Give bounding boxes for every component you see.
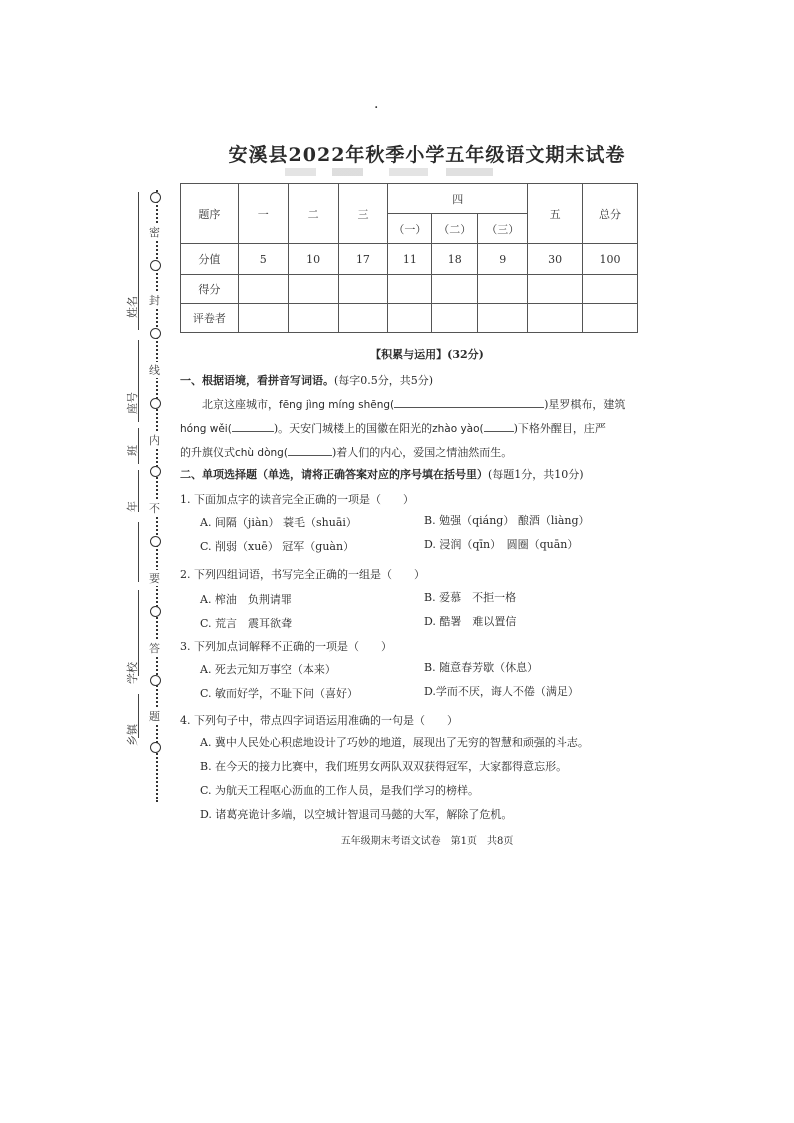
binding-hole — [150, 536, 161, 547]
grade-line-2 — [138, 522, 139, 582]
header-cell: 一 — [238, 184, 288, 244]
school-label: 学校 — [126, 662, 139, 684]
option-c[interactable]: C. 敏而好学，不耻下问（喜好） — [200, 687, 359, 700]
blurred-subtitle — [285, 168, 545, 176]
option-c[interactable]: C. 为航天工程呕心沥血的工作人员，是我们学习的榜样。 — [200, 784, 480, 797]
grader-input-cell[interactable] — [432, 304, 478, 333]
pinyin: zhào yào( — [432, 423, 484, 435]
pinyin: fēng jìng míng shēng( — [279, 399, 395, 411]
header-cell: 题序 — [181, 184, 239, 244]
grader-input-cell[interactable] — [528, 304, 583, 333]
header-cell: 总分 — [583, 184, 638, 244]
score-input-cell[interactable] — [583, 275, 638, 304]
table-cell: 17 — [338, 244, 388, 275]
score-input-cell[interactable] — [528, 275, 583, 304]
subheader-cell: （二） — [432, 214, 478, 244]
seal-char: 封 — [149, 294, 160, 307]
q1-heading — [180, 372, 433, 388]
option-b[interactable]: B. 勉强（qiáng） 酿酒（liàng） — [424, 514, 590, 527]
binding-hole — [150, 398, 161, 409]
row-label: 分值 — [181, 244, 239, 275]
table-cell: 30 — [528, 244, 583, 275]
seal-char: 密 — [149, 226, 160, 239]
grader-input-cell[interactable] — [478, 304, 528, 333]
option-a[interactable]: A. 间隔（jiàn） 蓑毛（shuāi） — [200, 516, 357, 529]
q1-text: )着人们的内心，爱国之情油然而生。 — [331, 446, 513, 459]
answer-blank[interactable] — [394, 407, 544, 408]
q1-text: )下格外醒目，庄严 — [513, 422, 606, 435]
option-c[interactable]: C. 荒言 震耳欲聋 — [200, 617, 293, 630]
binding-hole — [150, 675, 161, 686]
page-title: 安溪县2022年秋季小学五年级语文期末试卷 — [228, 144, 626, 166]
binding-hole — [150, 260, 161, 271]
option-b[interactable]: B. 随意春芳歇（休息） — [424, 661, 539, 674]
town-label: 乡镇 — [126, 724, 139, 746]
question-stem: 2. 下列四组词语，书写完全正确的一组是（ ） — [180, 568, 425, 581]
q1-text: 的升旗仪式 — [180, 446, 235, 459]
row-label: 得分 — [181, 275, 239, 304]
seal-char: 线 — [149, 364, 160, 377]
option-d[interactable]: D. 浸润（qīn） 圆圈（quān） — [424, 538, 579, 551]
answer-blank[interactable] — [232, 431, 274, 432]
subheader-cell: （三） — [478, 214, 528, 244]
q2-heading — [180, 466, 584, 482]
grader-input-cell[interactable] — [288, 304, 338, 333]
option-d[interactable]: D. 诸葛亮诡计多端，以空城计智退司马懿的大军，解除了危机。 — [200, 808, 513, 821]
option-d[interactable]: D. 酷署 难以置信 — [424, 615, 517, 628]
q1-line-2 — [180, 420, 606, 436]
header-cell: 三 — [338, 184, 388, 244]
table-row — [181, 275, 638, 304]
seal-char: 要 — [149, 572, 160, 585]
header-cell: 二 — [288, 184, 338, 244]
q1-line-3 — [180, 444, 512, 460]
table-cell: 5 — [238, 244, 288, 275]
binding-hole — [150, 466, 161, 477]
q1-note: (每字0.5分，共5分) — [334, 374, 434, 387]
seal-char: 题 — [149, 710, 160, 723]
grade-label: 年 — [126, 501, 139, 512]
q2-heading-text: 二、单项选择题（单选，请将正确答案对应的序号填在括号里） — [180, 468, 488, 481]
option-b[interactable]: B. 在今天的接力比赛中，我们班男女两队双双获得冠军，大家都得意忘形。 — [200, 760, 568, 773]
grader-input-cell[interactable] — [388, 304, 432, 333]
pinyin: hóng wěi( — [180, 423, 232, 435]
table-cell: 10 — [288, 244, 338, 275]
q2-note: (每题1分，共10分) — [488, 468, 584, 481]
score-input-cell[interactable] — [288, 275, 338, 304]
question-stem: 4. 下列句子中，带点四字词语运用准确的一句是（ ） — [180, 714, 458, 727]
option-c[interactable]: C. 削弱（xuē） 冠军（guàn） — [200, 540, 355, 553]
score-input-cell[interactable] — [338, 275, 388, 304]
page-footer: 五年级期末考语文试卷 第1页 共8页 — [340, 836, 514, 847]
table-row — [181, 244, 638, 275]
q1-text: )。天安门城楼上的国徽在阳光的 — [273, 422, 433, 435]
seat-label: 座号 — [126, 392, 139, 414]
binding-hole — [150, 192, 161, 203]
table-cell: 18 — [432, 244, 478, 275]
pinyin: chù dòng( — [235, 447, 288, 459]
q1-text: )星罗棋布，建筑 — [544, 398, 626, 411]
q1-text: 北京这座城市， — [202, 398, 279, 411]
table-cell: 11 — [388, 244, 432, 275]
binding-hole — [150, 606, 161, 617]
option-d[interactable]: D.学而不厌，诲人不倦（满足） — [424, 685, 579, 698]
question-stem: 1. 下面加点字的读音完全正确的一项是（ ） — [180, 493, 414, 506]
option-a[interactable]: A. 榨油 负荆请罪 — [200, 593, 292, 606]
seal-char: 答 — [149, 642, 160, 655]
score-input-cell[interactable] — [238, 275, 288, 304]
answer-blank[interactable] — [484, 431, 514, 432]
subheader-cell: （一） — [388, 214, 432, 244]
option-b[interactable]: B. 爱慕 不拒一格 — [424, 591, 517, 604]
binding-hole — [150, 742, 161, 753]
score-input-cell[interactable] — [432, 275, 478, 304]
class-label: 班 — [126, 445, 139, 456]
option-a[interactable]: A. 冀中人民处心积虑地设计了巧妙的地道，展现出了无穷的智慧和顽强的斗志。 — [200, 736, 589, 749]
section-title: 【积累与运用】(32分) — [370, 348, 484, 361]
seal-char: 不 — [149, 502, 160, 515]
table-cell: 100 — [583, 244, 638, 275]
option-a[interactable]: A. 死去元知万事空（本来） — [200, 663, 336, 676]
q1-heading-text: 一、根据语境，看拼音写词语。 — [180, 374, 334, 387]
grader-input-cell[interactable] — [338, 304, 388, 333]
question-stem: 3. 下列加点词解释不正确的一项是（ ） — [180, 640, 392, 653]
grader-input-cell[interactable] — [238, 304, 288, 333]
table-row — [181, 304, 638, 333]
table-cell: 9 — [478, 244, 528, 275]
seal-char: 内 — [149, 434, 160, 447]
header-cell: 四 — [388, 184, 528, 214]
score-table — [180, 183, 638, 333]
answer-blank[interactable] — [288, 455, 332, 456]
grader-input-cell[interactable] — [583, 304, 638, 333]
score-input-cell[interactable] — [388, 275, 432, 304]
score-input-cell[interactable] — [478, 275, 528, 304]
name-label: 姓名 — [126, 296, 139, 318]
binding-hole — [150, 328, 161, 339]
row-label: 评卷者 — [181, 304, 239, 333]
top-mark: · — [374, 100, 379, 116]
header-cell: 五 — [528, 184, 583, 244]
q1-line-1 — [202, 396, 625, 412]
